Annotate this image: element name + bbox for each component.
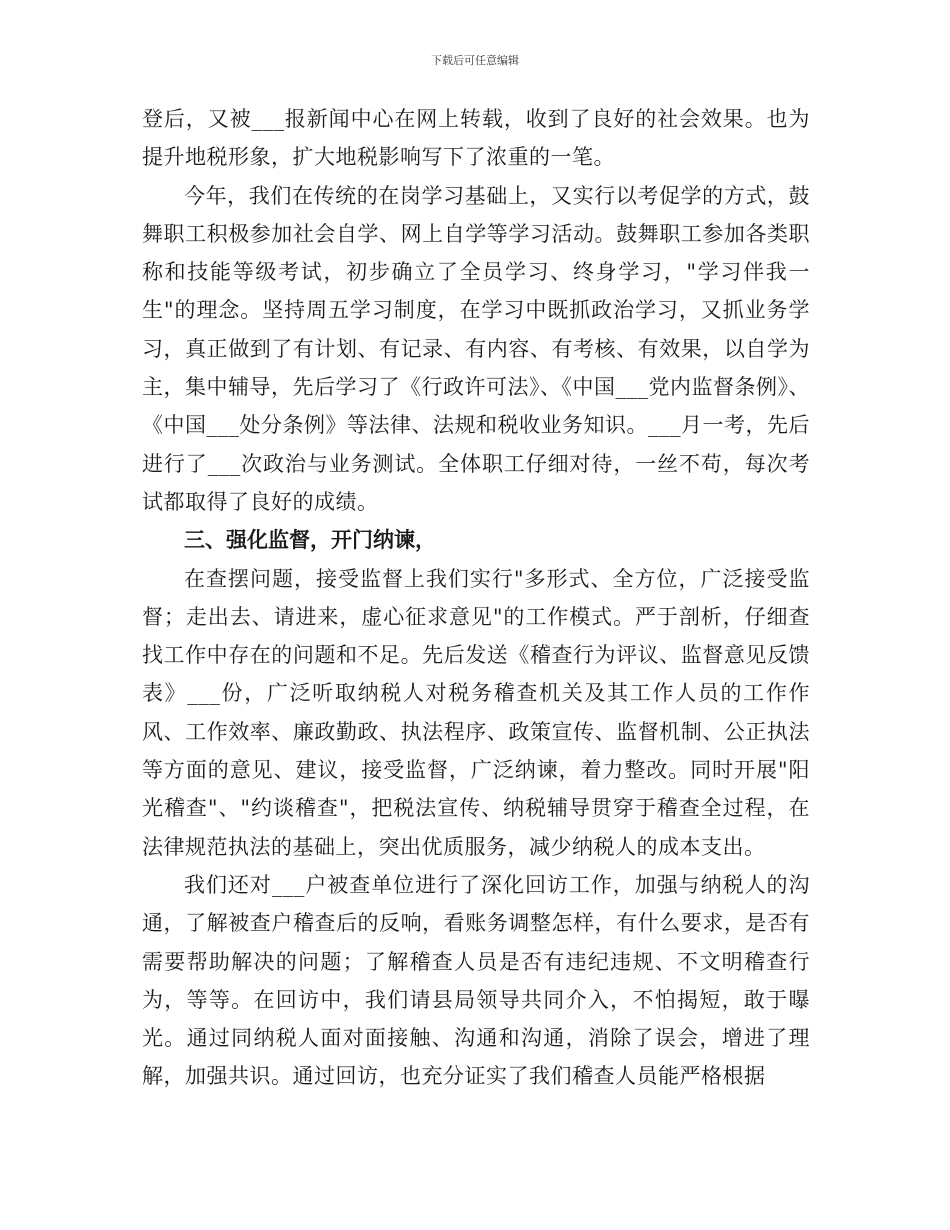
section-heading-3: 三、强化监督，开门纳谏， <box>184 528 436 553</box>
document-body <box>142 100 810 1096</box>
paragraph-supervision: 在查摆问题，接受监督上我们实行"多形式、全方位，广泛接受监督；走出去、请进来，虚心征求意见"的工作模式。严于剖析，仔细查找工作中存在的问题和不足。先后发送《稽查行为评议、监督意见反馈表》___份，广泛听取纳税人对税务稽查机关及其工作人员的工作作风、工作效率、廉政勤政、执法程序、政策宣传、监督机制、公正执法等方面的意见、建议，接受监督，广泛纳谏，着力整改。同时开展"阳光稽查"、"约谈稽查"，把税法宣传、纳税辅导贯穿于稽查全过程，在法律规范执法的基础上，突出优质服务，减少纳税人的成本支出。 <box>142 566 810 859</box>
paragraph-revisit: 我们还对___户被查单位进行了深化回访工作，加强与纳税人的沟通，了解被查户稽查后的反响，看账务调整怎样，有什么要求，是否有需要帮助解决的问题；了解稽查人员是否有违纪违规、不文明稽查行为，等等。在回访中，我们请县局领导共同介入，不怕揭短，敢于曝光。通过同纳税人面对面接触、沟通和沟通，消除了误会，增进了理解，加强共识。通过回访，也充分证实了我们稽查人员能严格根据 <box>142 872 810 1089</box>
paragraph-study: 今年，我们在传统的在岗学习基础上，又实行以考促学的方式，鼓舞职工积极参加社会自学、网上自学等学习活动。鼓舞职工参加各类职称和技能等级考试，初步确立了全员学习、终身学习，"学习伴我一生"的理念。坚持周五学习制度，在学习中既抓政治学习，又抓业务学习，真正做到了有计划、有记录、有内容、有考核、有效果，以自学为主，集中辅导，先后学习了《行政许可法》、《中国___党内监督条例》、《中国___处分条例》等法律、法规和税收业务知识。___月一考，先后进行了___次政治与业务测试。全体职工仔细对待，一丝不苟，每次考试都取得了良好的成绩。 <box>142 183 810 514</box>
paragraph-continued: 登后，又被___报新闻中心在网上转载，收到了良好的社会效果。也为提升地税形象，扩大地税影响写下了浓重的一笔。 <box>142 107 810 170</box>
page-header: 下载后可任意编辑 <box>431 54 519 67</box>
